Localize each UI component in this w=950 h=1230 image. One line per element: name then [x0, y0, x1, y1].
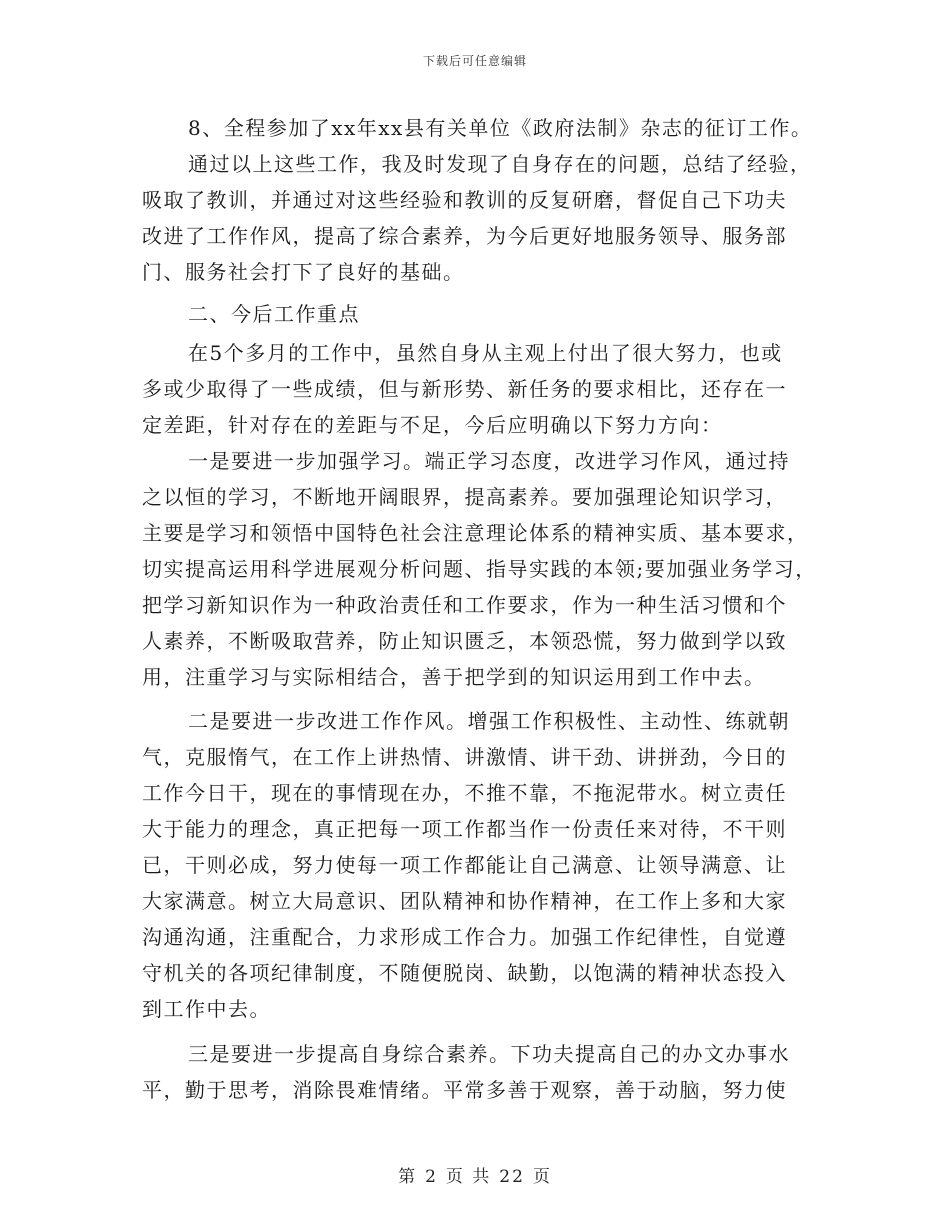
paragraph-line: 之以恒的学习，不断地开阔眼界，提高素养。要加强理论知识学习，: [142, 485, 787, 509]
paragraph-line: 切实提高运用科学进展观分析问题、指导实践的本领;要加强业务学习，: [142, 557, 817, 581]
paragraph-line: 多或少取得了一些成绩，但与新形势、新任务的要求相比，还存在一: [142, 377, 787, 401]
paragraph-line: 主要是学习和领悟中国特色社会注意理论体系的精神实质、基本要求，: [142, 521, 809, 545]
paragraph-line: 改进了工作作风，提高了综合素养，为今后更好地服务领导、服务部: [142, 224, 787, 248]
footer-total-pages: 22: [499, 1167, 525, 1187]
paragraph-line: 沟通沟通，注重配合，力求形成工作合力。加强工作纪律性，自觉遵: [142, 925, 787, 949]
paragraph-line: 吸取了教训，并通过对这些经验和教训的反复研磨，督促自己下功夫: [142, 188, 787, 212]
paragraph-line: 平，勤于思考，消除畏难情绪。平常多善于观察，善于动脑，努力使: [142, 1078, 787, 1102]
paragraph-line: 把学习新知识作为一种政治责任和工作要求，作为一种生活习惯和个: [142, 593, 787, 617]
footer-page-number: 2: [425, 1167, 438, 1187]
paragraph-line: 已，干则必成，努力使每一项工作都能让自己满意、让领导满意、让: [142, 853, 787, 877]
footer-mid: 页 共: [445, 1167, 492, 1187]
paragraph-line: 人素养，不断吸取营养，防止知识匮乏，本领恐慌，努力做到学以致: [142, 629, 787, 653]
paragraph-line: 门、服务社会打下了良好的基础。: [142, 260, 465, 284]
paragraph-line: 工作今日干，现在的事情现在办，不推不靠，不拖泥带水。树立责任: [142, 781, 787, 805]
paragraph-line: 到工作中去。: [142, 997, 271, 1021]
page-footer: [0, 1162, 950, 1187]
footer-prefix: 第: [398, 1167, 418, 1187]
paragraph-line: 大家满意。树立大局意识、团队精神和协作精神，在工作上多和大家: [142, 889, 787, 913]
paragraph-line: 大于能力的理念，真正把每一项工作都当作一份责任来对待，不干则: [142, 817, 787, 841]
paragraph-line: 通过以上这些工作，我及时发现了自身存在的问题，总结了经验，: [188, 152, 812, 176]
paragraph-line: 在5个多月的工作中，虽然自身从主观上付出了很大努力，也或: [188, 341, 783, 365]
footer-suffix: 页: [532, 1167, 552, 1187]
paragraph-line: 用，注重学习与实际相结合，善于把学到的知识运用到工作中去。: [142, 665, 766, 689]
header-note: 下载后可任意编辑: [422, 54, 527, 68]
paragraph-line: 守机关的各项纪律制度，不随便脱岗、缺勤，以饱满的精神状态投入: [142, 961, 787, 985]
paragraph-line: 三是要进一步提高自身综合素养。下功夫提高自己的办文办事水: [188, 1042, 790, 1066]
paragraph-line: 8、全程参加了xx年xx县有关单位《政府法制》杂志的征订工作。: [188, 116, 813, 140]
paragraph-line: 气，克服惰气，在工作上讲热情、讲激情、讲干劲、讲拼劲，今日的: [142, 745, 787, 769]
paragraph-line: 一是要进一步加强学习。端正学习态度，改进学习作风，通过持: [188, 449, 790, 473]
paragraph-line: 二是要进一步改进工作作风。增强工作积极性、主动性、练就朝: [188, 709, 790, 733]
paragraph-line: 定差距，针对存在的差距与不足，今后应明确以下努力方向：: [142, 413, 723, 437]
section-heading: 二、今后工作重点: [188, 302, 360, 326]
